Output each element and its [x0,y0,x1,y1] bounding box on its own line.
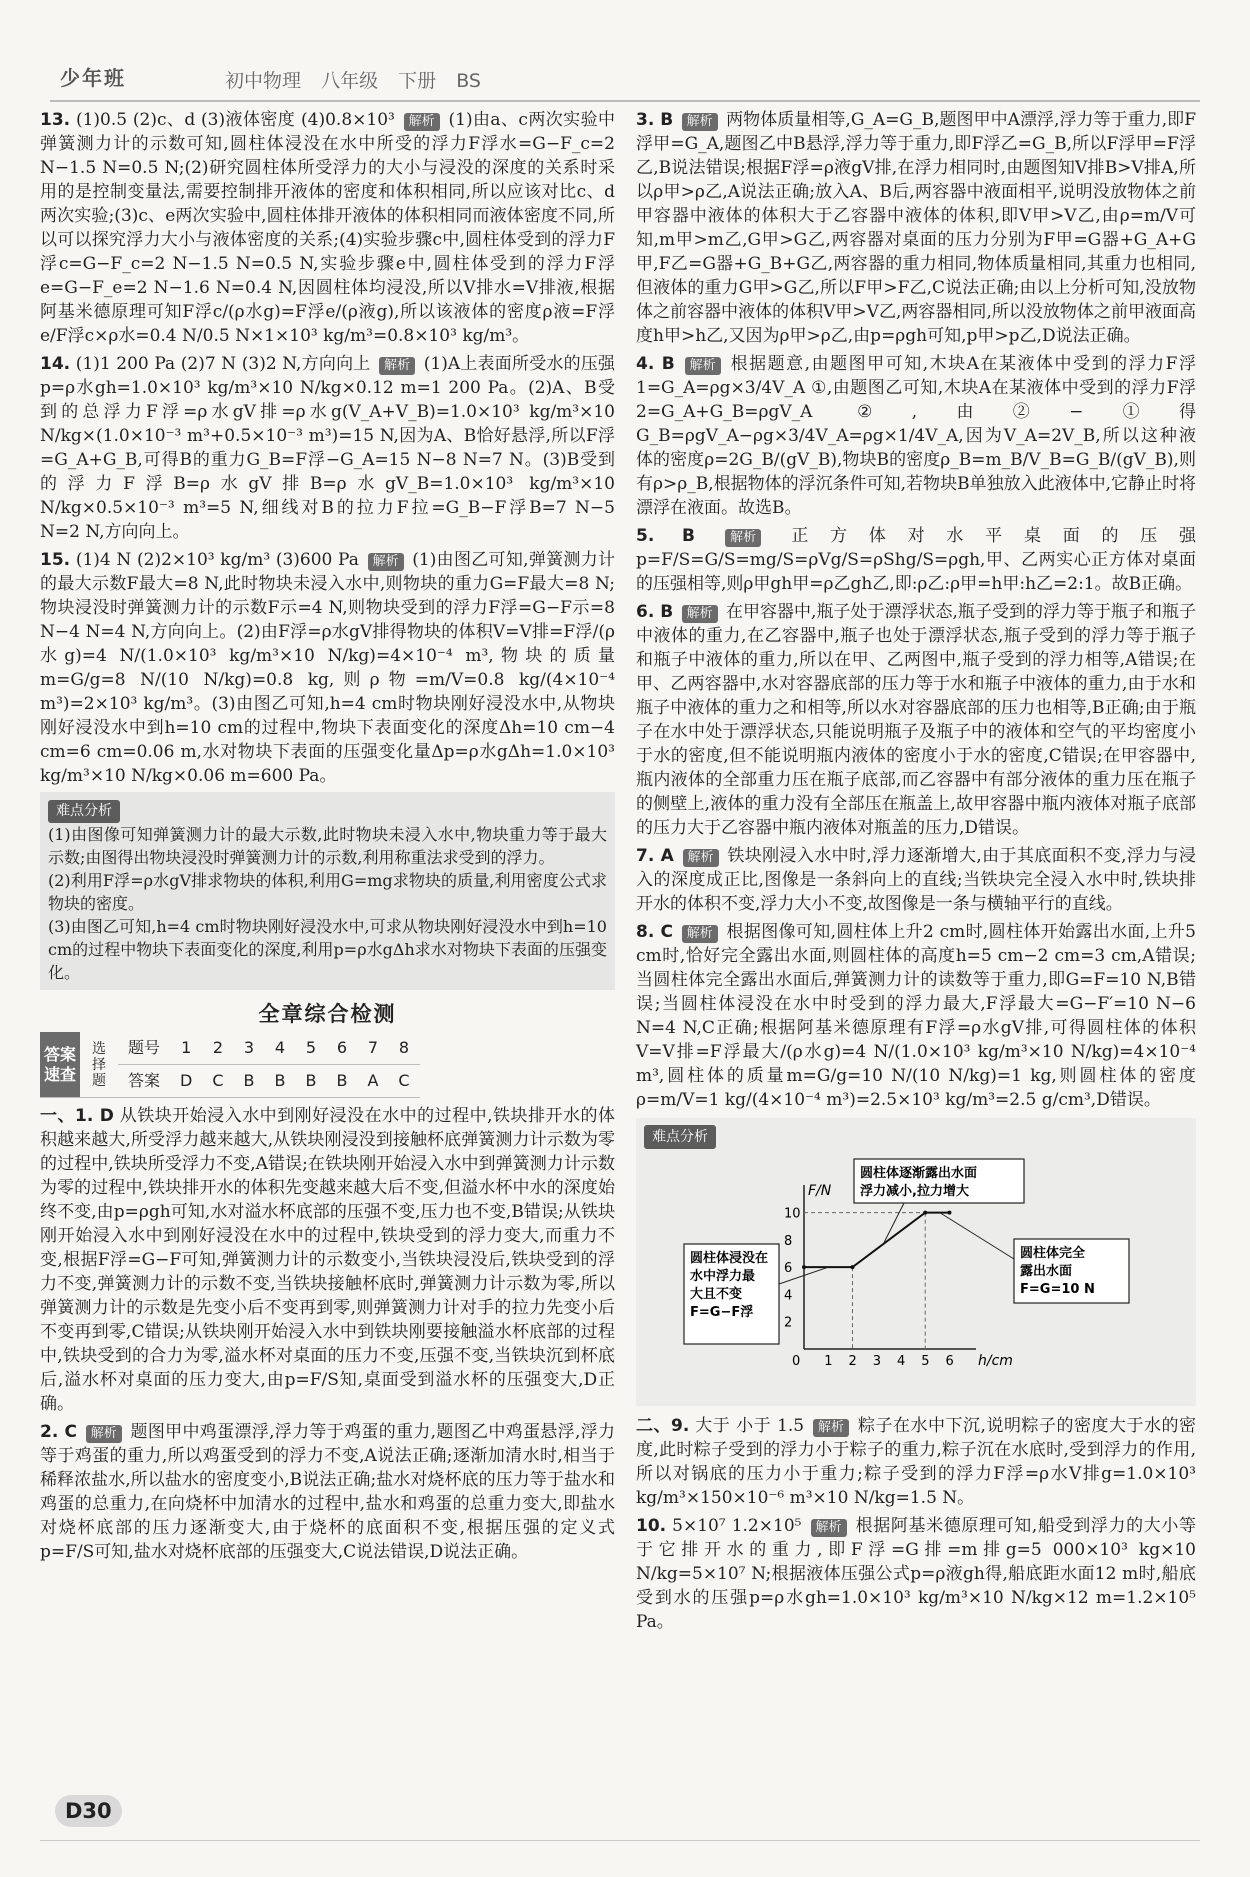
q13-answer: (1)0.5 (2)c、d (3)液体密度 (4)0.8×10³ [75,110,395,130]
q2-analysis: 题图甲中鸡蛋漂浮,浮力等于鸡蛋的重力,题图乙中鸡蛋悬浮,浮力等于鸡蛋的重力,所以鸡蛋受到的浮力不变,A说法正确;逐渐加清水时,相当于稀释浓盐水,所以盐水的密度变小,B说法正确;盐水对烧杯底的压力等于盐水和鸡蛋的总重力,在向烧杯中加清水的过程中,盐水和鸡蛋的总重力变大,即盐水对烧杯底部的压力逐渐变大,由于烧杯的底面积不变,根据压强的定义式p=F/S可知,盐水对烧杯底部的压强变大,C说法错误,D说法正确。 [40,1422,616,1562]
difficulty-point: (2)利用F浮=ρ水gV排求物块的体积,利用G=mg求物块的质量,利用密度公式求物块的密度。 [48,871,607,913]
q5-number: 5. B [636,526,695,546]
key-answer: D [170,1065,202,1098]
y-tick-label: 2 [784,1315,793,1331]
answer-label: 答案 [118,1065,170,1098]
q14-analysis: (1)A上表面所受水的压强p=ρ水gh=1.0×10³ kg/m³×10 N/kg×0.12 m=1 200 Pa。(2)A、B受到的总浮力F浮=ρ水gV排=ρ水g(V_A+V_B)=1.0×10³ kg/m³×10 N/kg×(1.0×10⁻³ m³+0.5×10⁻³ m³)=15 N,因为A、B恰好悬浮,所以F浮=G_A+G_B,可得B的重力G_B=F浮−G_A=15 N−8 N=7 N。(3)B受到的浮力F浮B=ρ水gV排B=ρ水gV_B=1.0×10³ kg/m³×10 N/kg×0.5×10⁻³ m³=5 N,细线对B的拉力F拉=G_B−F浮B=7 N−5 N=2 N,方向向上。 [40,354,616,542]
q10-answer: 5×10⁷ 1.2×10⁵ [672,1516,802,1536]
difficulty-point: (1)由图像可知弹簧测力计的最大示数,此时物块未浸入水中,物块重力等于最大示数;由图得出物块浸没时弹簧测力计的示数,利用称重法求受到的浮力。 [48,825,607,867]
callout-right-text: 圆柱体完全 [1020,1246,1086,1261]
q14-number: 14. [40,354,71,374]
q1-number: 一、1. D [40,1106,114,1126]
q3-analysis: 两物体质量相等,G_A=G_B,题图甲中A漂浮,浮力等于重力,即F浮甲=G_A,题图乙中B悬浮,浮力等于重力,即F浮乙=G_B,所以F浮甲=F浮乙,B说法错误;根据F浮=ρ液gV排,在浮力相同时,由题图知V排B>V排A,所以ρ甲>ρ乙,A说法正确;放入A、B后,两容器中液面相平,说明没放物体之前甲容器中液体的体积大于乙容器中液体的体积,即V甲>V乙,由ρ=m/V可知,m甲>m乙,G甲>G乙,两容器对桌面的压力分别为F甲=G器+G_A+G甲,F乙=G器+G_B+G乙,两容器的重力相同,物体质量相同,其重力也相同,但液体的重力G甲>G乙,所以F甲>F乙,C说法正确;由以上分析可知,没放物体之前容器中液体的体积V甲>V乙,两容器相同,所以没放物体之前甲液面高度h甲>h乙,又因为ρ甲>ρ乙,由p=ρgh可知,p甲>p乙,D说法正确。 [636,110,1197,346]
answer-key-table [40,1032,420,1098]
x-tick-label: 2 [848,1354,857,1369]
q7-number: 7. A [636,846,674,866]
q13-number: 13. [40,110,71,130]
q8-number: 8. C [636,922,674,942]
q7 [636,844,1196,916]
difficulty-badge: 难点分析 [644,1125,716,1149]
q9-number: 二、9. [636,1416,690,1436]
key-answer: B [295,1065,326,1098]
q13 [40,108,615,348]
key-number: 5 [295,1032,326,1065]
analysis-badge: 解析 [379,357,415,375]
q1 [40,1104,615,1416]
q3 [636,108,1196,348]
x-tick-label: 6 [945,1354,954,1369]
q6-analysis: 在甲容器中,瓶子处于漂浮状态,瓶子受到的浮力等于瓶子和瓶子中液体的重力,在乙容器中,瓶子也处于漂浮状态,瓶子受到的浮力等于瓶子和瓶子中液体的重力,所以在甲、乙两图中,瓶子受到的浮力相等,A错误;在甲、乙两容器中,水对容器底部的压力等于水和瓶子中液体的重力,由于水和瓶子中液体的重力之和相等,所以水对容器底部的压力也相等,B正确;由于瓶子在水中处于漂浮状态,只能说明瓶子及瓶子中的液体和空气的平均密度小于水的密度,但不能说明瓶内液体的密度小于水的密度,C错误;在甲容器中,瓶内液体的全部重力压在瓶子底部,而乙容器中有部分液体的重力压在瓶子的侧壁上,液体的重力没有全部压在瓶盖上,故甲容器中瓶内液体对瓶子底部的压力大于乙容器中瓶内液体对瓶盖的压力,D错误。 [636,602,1197,838]
header-meta [225,66,481,93]
difficulty-point: (3)由图乙可知,h=4 cm时物块刚好浸没水中,可求从物块刚好浸没水中到h=10 cm的过程中物块下表面变化的深度,利用p=ρ水gΔh求水对物块下表面的压强变化。 [48,917,607,982]
q9-analysis: 粽子在水中下沉,说明粽子的密度大于水的密度,此时粽子受到的浮力小于粽子的重力,粽子沉在水底时,受到浮力的作用,所以对锅底的压力小于重力;粽子受到的浮力F浮=ρ水V排g=1.0×10³ kg/m³×150×10⁻⁶ m³×10 N/kg=1.5 N。 [636,1416,1197,1508]
callout-left-text: F=G−F浮 [690,1305,754,1320]
q6-number: 6. B [636,602,674,622]
q9-answer: 大于 小于 1.5 [695,1416,805,1436]
x-tick-label: 1 [824,1354,833,1369]
y-tick-label: 6 [784,1261,793,1277]
analysis-badge: 解析 [685,357,721,375]
x-tick-label: 4 [896,1354,906,1369]
difficulty-chart-box [636,1118,1196,1406]
q15-number: 15. [40,550,71,570]
q4-number: 4. B [636,354,675,374]
key-number: 1 [170,1032,202,1065]
y-tick-label: 8 [784,1233,793,1249]
page-number: D30 [55,1795,122,1827]
question-no-label: 题号 [118,1032,170,1065]
header-divider [50,100,1200,102]
q15-analysis: (1)由图乙可知,弹簧测力计的最大示数F最大=8 N,此时物块未浸入水中,则物块的重力G=F最大=8 N;物块浸没时弹簧测力计的示数F示=4 N,则物块受到的浮力F浮=G−F示=8 N−4 N=4 N,方向向上。(2)由F浮=ρ水gV排得物块的体积V=V排=F浮/(ρ水g)=4 N/(1.0×10³ kg/m³×10 N/kg)=4×10⁻⁴ m³,物块的质量m=G/g=8 N/(10 N/kg)=0.8 kg,则ρ物=m/V=0.8 kg/(4×10⁻⁴ m³)=2×10³ kg/m³。(3)由图乙可知,h=4 cm时物块刚好浸没水中,从物块刚好浸没水中到h=10 cm的过程中,物块下表面变化的深度Δh=10 cm−4 cm=6 cm=0.06 m,水对物块下表面的压强变化量Δp=ρ水gΔh=1.0×10³ kg/m³×10 N/kg×0.06 m=600 Pa。 [40,550,616,786]
key-number: 7 [357,1032,388,1065]
analysis-badge: 解析 [725,529,761,547]
volume: 下册 [398,70,437,92]
data-point [802,1265,806,1269]
data-point [923,1211,927,1215]
q7-analysis: 铁块刚浸入水中时,浮力逐渐增大,由于其底面积不变,浮力与浸入的深度成正比,图像是一条斜向上的直线;当铁块完全浸入水中时,铁块排开水的体积不变,浮力大小不变,故图像是一条与横轴平行的直线。 [636,846,1196,914]
grade: 八年级 [321,70,379,92]
callout-left-text: 水中浮力最 [690,1269,756,1284]
origin-label: 0 [792,1354,801,1369]
q2 [40,1420,615,1564]
difficulty-badge: 难点分析 [48,800,120,823]
analysis-badge: 解析 [368,553,404,571]
x-tick-label: 5 [921,1354,930,1369]
key-answer: C [388,1065,419,1098]
callout-left-text: 圆柱体浸没在 [690,1251,769,1266]
callout-top-text: 圆柱体逐渐露出水面 [860,1166,978,1181]
data-point [947,1211,951,1215]
key-number: 2 [202,1032,233,1065]
callout-left-text: 大且不变 [690,1287,743,1302]
key-answer: C [202,1065,233,1098]
q14 [40,352,615,544]
q8 [636,920,1196,1112]
q15-answer: (1)4 N (2)2×10³ kg/m³ (3)600 Pa [75,550,359,570]
key-answer: B [265,1065,296,1098]
difficulty-analysis-box [40,792,615,990]
callout-right-text: F=G=10 N [1020,1282,1095,1297]
q15 [40,548,615,788]
left-column [40,108,615,1568]
right-column [636,108,1196,1638]
callout-right-pointer [940,1213,1014,1259]
x-axis-label: h/cm [978,1353,1013,1369]
data-point [850,1265,854,1269]
q10 [636,1514,1196,1634]
analysis-badge: 解析 [683,849,719,867]
analysis-badge: 解析 [682,925,718,943]
q4-analysis: 根据题意,由题图甲可知,木块A在某液体中受到的浮力F浮1=G_A=ρg×3/4V_A ①,由题图乙可知,木块A在某液体中受到的浮力F浮2=G_A+G_B=ρgV_A ②,由②−①得G_B=ρgV_A−ρg×3/4V_A=ρg×1/4V_A,因为V_A=2V_B,所以这种液体的密度ρ=2G_B/(gV_B),物块B的密度ρ_B=m_B/V_B=G_B/(gV_B),则有ρ>ρ_B,根据物体的浮沉条件可知,若物块B单独放入此液体中,它静止时将漂浮在液面。故选B。 [636,354,1197,518]
q5-analysis: 正方体对水平桌面的压强p=F/S=G/S=mg/S=ρVg/S=ρShg/S=ρgh,甲、乙两实心正方体对桌面的压强相等,则ρ甲gh甲=ρ乙gh乙,即:ρ乙:ρ甲=h甲:h乙=2:1。故B正确。 [636,526,1197,594]
q13-analysis: (1)由a、c两次实验中弹簧测力计的示数可知,圆柱体浸没在水中所受的浮力F浮水=G−F_c=2 N−1.5 N=0.5 N;(2)研究圆柱体所受浮力的大小与浸没的深度的关系时采用的是控制变量法,需要控制排开液体的密度和体积相同,所以应该对比c、d两次实验;(3)c、e两次实验中,圆柱体排开液体的体积相同而液体密度不同,所以可以探究浮力大小与液体密度的关系;(4)实验步骤c中,圆柱体受到的浮力F浮c=G−F_c=2 N−1.5 N=0.5 N,实验步骤e中,圆柱体受到的浮力F浮e=G−F_e=2 N−1.6 N=0.4 N,因圆柱体均浸没,所以V排水=V排液,根据阿基米德原理可知F浮c/(ρ水g)=F浮e/(ρ液g),所以该液体的密度ρ液=F浮e/F浮c×ρ水=0.4 N/0.5 N×1×10³ kg/m³=0.8×10³ kg/m³。 [40,110,615,346]
y-tick-label: 10 [784,1206,801,1222]
key-number: 4 [265,1032,296,1065]
analysis-badge: 解析 [813,1419,849,1437]
force-height-chart [644,1149,1184,1389]
y-tick-label: 4 [784,1288,793,1304]
q4 [636,352,1196,520]
q2-number: 2. C [40,1422,78,1442]
analysis-badge: 解析 [404,113,440,131]
analysis-badge: 解析 [682,605,718,623]
q6 [636,600,1196,840]
q8-analysis: 根据图像可知,圆柱体上升2 cm时,圆柱体开始露出水面,上升5 cm时,恰好完全露出水面,则圆柱体的高度h=5 cm−2 cm=3 cm,A错误;当圆柱体完全露出水面后,弹簧测力计的读数等于重力,即G=F=10 N,B错误;当圆柱体浸没在水中时受到的浮力最大,F浮最大=G−F′=10 N−6 N=4 N,C正确;根据阿基米德原理有F浮=ρ水gV排,可得圆柱体的体积V=V排=F浮最大/(ρ水g)=4 N/(1.0×10³ kg/m³×10 N/kg)=4×10⁻⁴ m³,圆柱体的质量m=G/g=10 N/(10 N/kg)=1 kg,则圆柱体的密度ρ=m/V=1 kg/(4×10⁻⁴ m³)=2.5×10³ kg/m³=2.5 g/cm³,D错误。 [636,922,1197,1110]
callout-right-text: 露出水面 [1020,1264,1073,1279]
callout-top-text: 浮力减小,拉力增大 [860,1184,969,1199]
q5 [636,524,1196,596]
key-number: 8 [388,1032,419,1065]
q10-number: 10. [636,1516,667,1536]
analysis-badge: 解析 [682,113,718,131]
key-answer: B [326,1065,357,1098]
answer-key-label: 答案速查 [40,1032,80,1098]
key-number: 6 [326,1032,357,1065]
subject: 初中物理 [225,70,302,92]
q9 [636,1414,1196,1510]
y-axis-label: F/N [808,1183,832,1199]
q14-answer: (1)1 200 Pa (2)7 N (3)2 N,方向向上 [75,354,371,374]
key-number: 3 [234,1032,265,1065]
analysis-badge: 解析 [811,1519,847,1537]
edition: BS [456,70,481,92]
choice-label: 选择题 [80,1032,118,1098]
chapter-title: 全章综合检测 [258,1002,397,1026]
x-tick-label: 3 [872,1354,882,1369]
analysis-badge: 解析 [86,1425,122,1443]
force-series-line [804,1213,949,1268]
q3-number: 3. B [636,110,674,130]
key-answer: A [357,1065,388,1098]
q10-analysis: 根据阿基米德原理可知,船受到浮力的大小等于它排开水的重力,即F浮=G排=m排g=5 000×10³ kg×10 N/kg=5×10⁷ N;根据液体压强公式p=ρ液gh得,船底距水面12 m时,船底受到水的压强p=ρ水gh=1.0×10³ kg/m³×10 N/kg×12 m=1.2×10⁵ Pa。 [636,1516,1197,1632]
key-answer: B [234,1065,265,1098]
brand-logo: 少年班 [60,66,126,90]
q1-analysis: 从铁块开始浸入水中到刚好浸没在水中的过程中,铁块排开水的体积越来越大,所受浮力越来越大,从铁块刚浸没到接触杯底弹簧测力计示数为零的过程中,铁块所受浮力不变,A错误;在铁块刚开始浸入水中到弹簧测力计示数为零的过程中,铁块排开水的体积先变越来越大后不变,但溢水杯中水的深度始终不变,由p=ρgh可知,水对溢水杯底部的压强不变,压力也不变,B错误;从铁块刚开始浸入水中到刚好浸没在水中的过程中,铁块受到的浮力变大,而重力不变,根据F浮=G−F可知,弹簧测力计的示数变小,当铁块浸没后,铁块受到的浮力不变,弹簧测力计的示数不变,当铁块接触杯底时,弹簧测力计示数为零,所以弹簧测力计的示数是先变小后不变再到零,则弹簧测力计对手的拉力先变小后不变再到零,C错误;从铁块刚开始浸入水中到铁块刚要接触溢水杯底部的过程中,铁块受到的合力为零,溢水杯对桌面的压力不变,压强不变,当铁块沉到杯底后,溢水杯对桌面的压力变大,由p=F/S知,桌面受到溢水杯的压强变大,D正确。 [40,1106,615,1414]
page-header [50,60,1200,100]
footer-divider [40,1840,1200,1841]
